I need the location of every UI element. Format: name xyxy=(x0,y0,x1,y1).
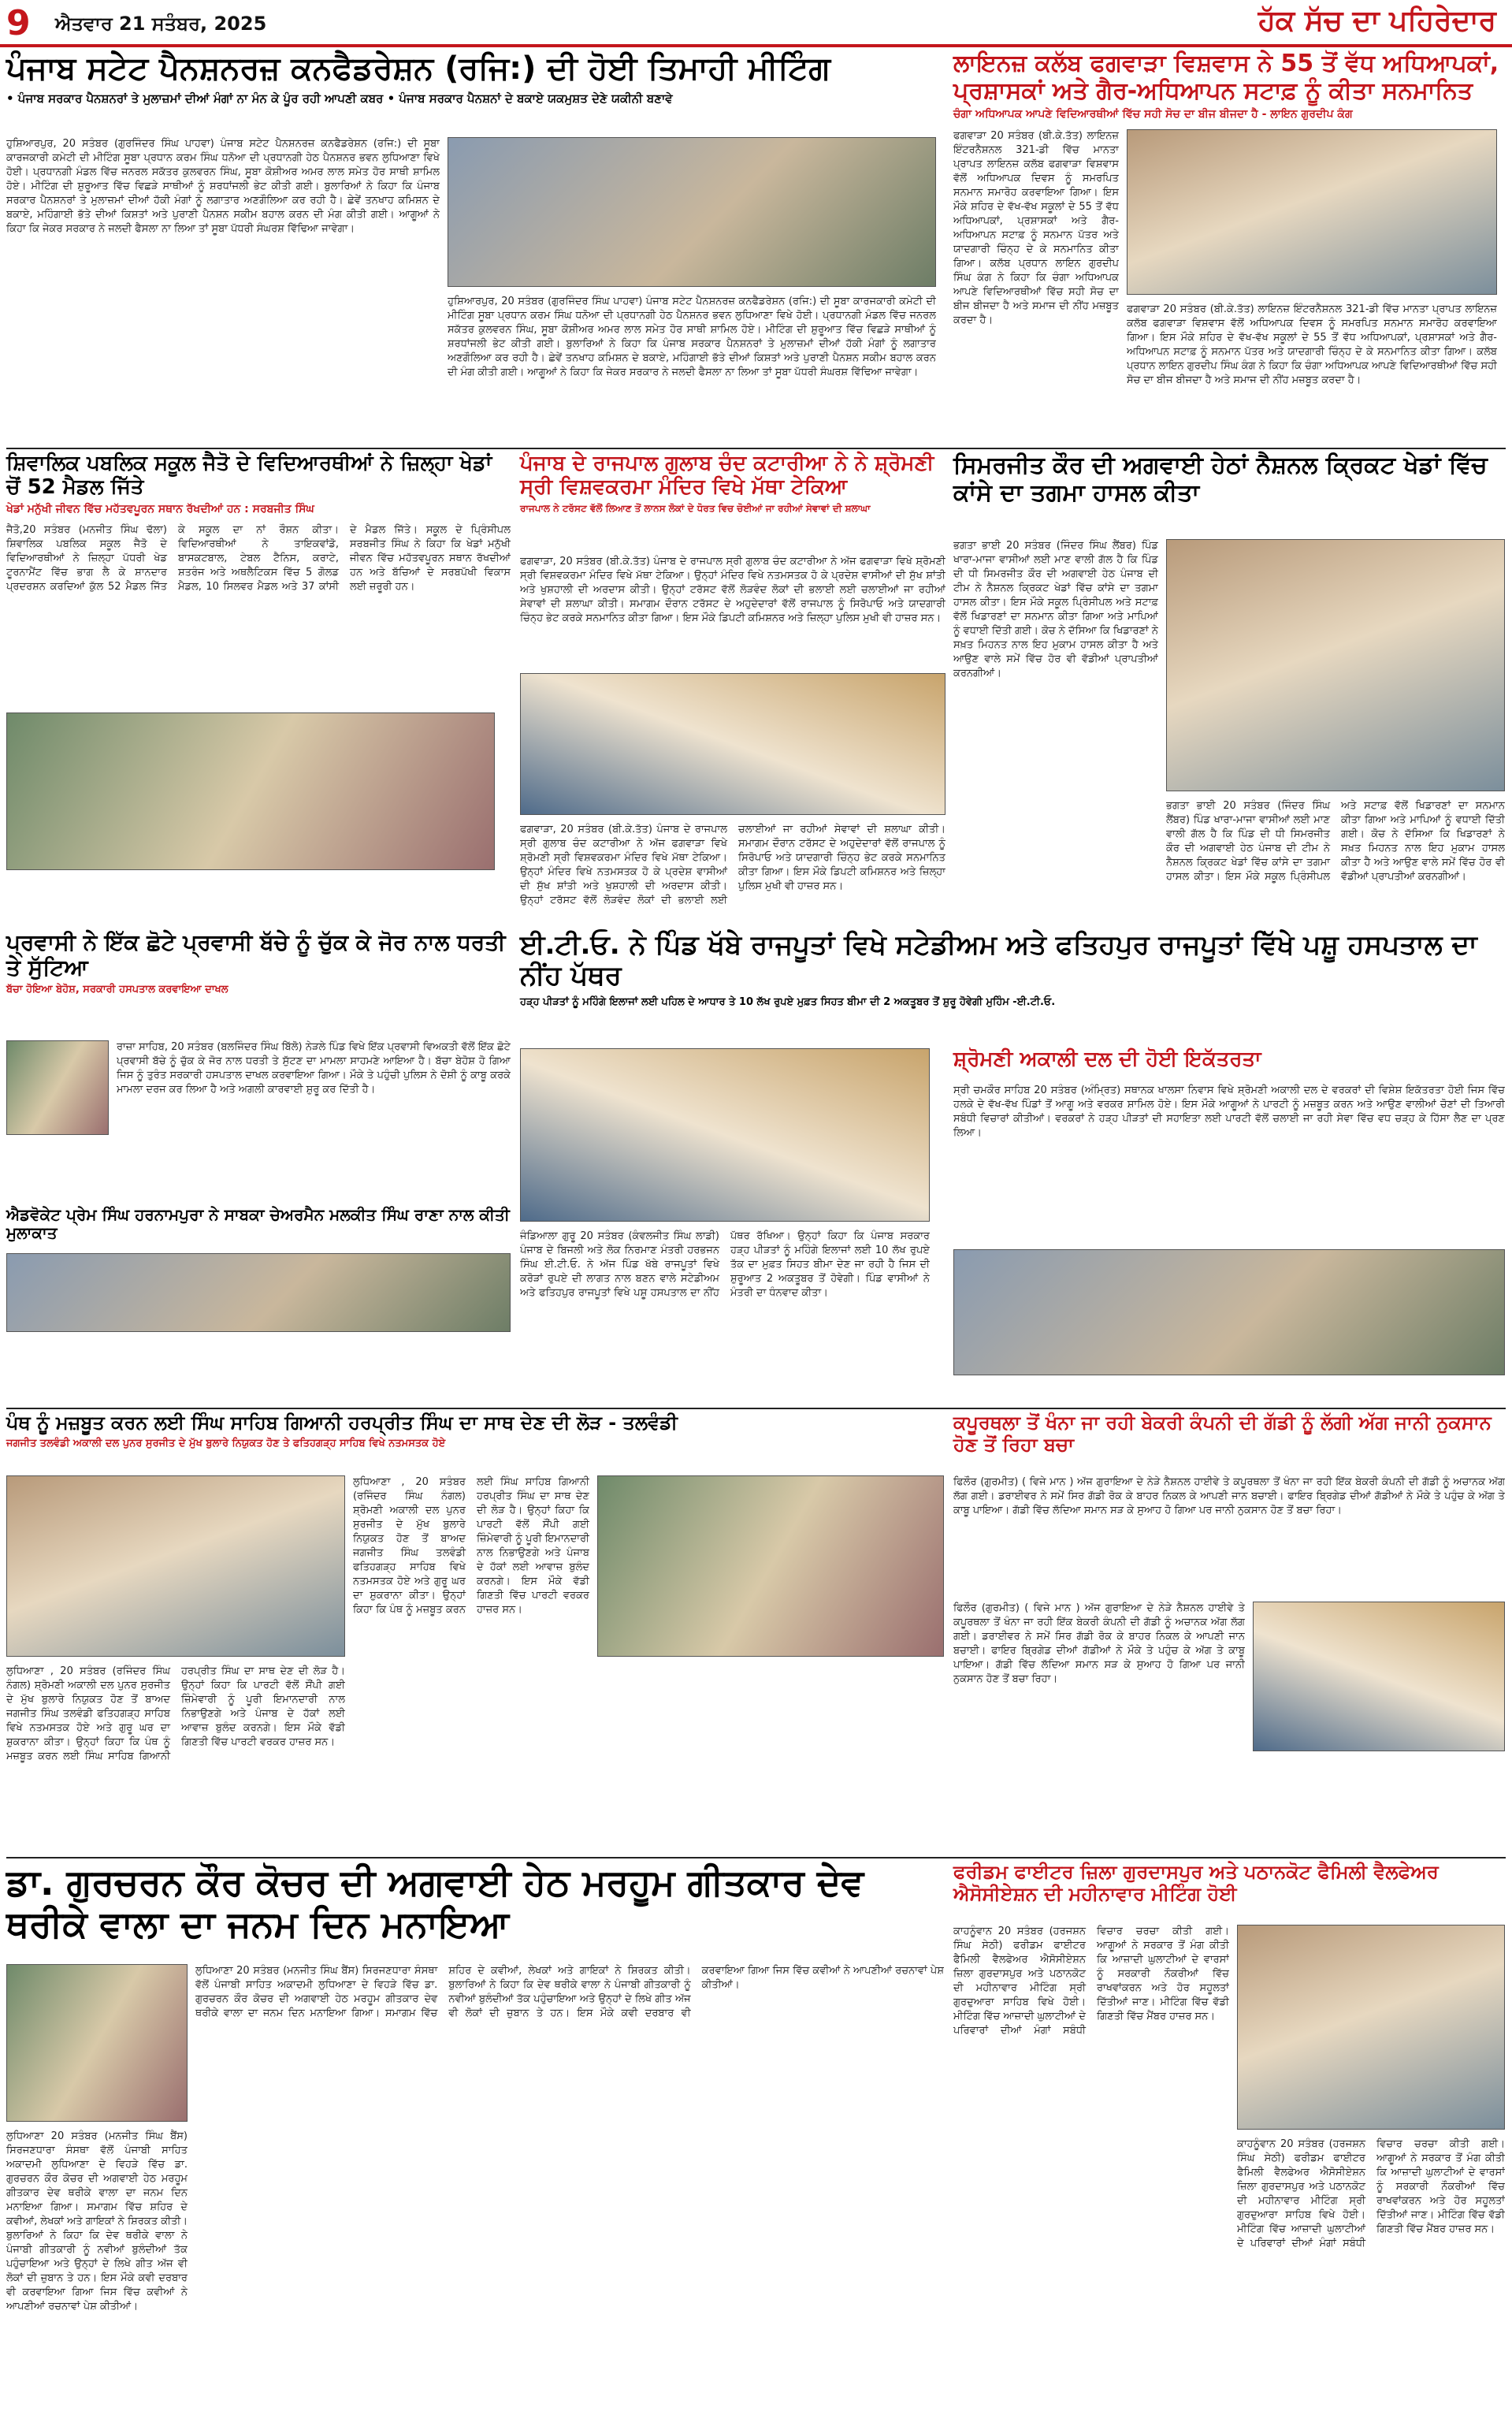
headline-pension: ਪੰਜਾਬ ਸਟੇਟ ਪੈਨਸ਼ਨਰਜ਼ ਕਨਫੈਡਰੇਸ਼ਨ (ਰਜਿ:) ਦੀ ਹੋਈ ਤਿਮਾਹੀ ਮੀਟਿੰਗ xyxy=(6,50,830,87)
photo-freedom-meeting xyxy=(1237,1925,1505,2130)
headline-talwandi: ਪੰਥ ਨੂੰ ਮਜ਼ਬੂਤ ਕਰਨ ਲਈ ਸਿੰਘ ਸਾਹਿਬ ਗਿਆਨੀ ਹਰਪ੍ਰੀਤ ਸਿੰਘ ਦਾ ਸਾਥ ਦੇਣ ਦੀ ਲੋੜ - ਤਲਵੰਡੀ xyxy=(6,1412,678,1434)
photo-governor xyxy=(520,673,945,815)
subheadline-eto: ਹੜ੍ਹ ਪੀੜਤਾਂ ਨੂੰ ਮਹਿੰਗੇ ਇਲਾਜਾਂ ਲਈ ਪਹਿਲ ਦੇ ਆਧਾਰ ਤੇ 10 ਲੱਖ ਰੁਪਏ ਮੁਫ਼ਤ ਸਿਹਤ ਬੀਮਾ ਦੀ 2 ਅਕਤੂਬਰ ਤੋਂ ਸ਼ੁਰੂ ਹੋਵੇਗੀ ਮੁਹਿੰਮ -ਈ.ਟੀ.ਓ. xyxy=(520,996,1056,1009)
article-governor xyxy=(520,452,945,925)
newspaper-brand: ਹੱਕ ਸੱਚ ਦਾ ਪਹਿਰੇਦਾਰ xyxy=(1258,5,1496,37)
body-kapurthala: ਫਿਲੌਰ (ਗੁਰਮੀਤ) ( ਵਿਜੇ ਮਾਨ ) ਅੱਜ ਗੁਰਾਇਆ ਦੇ ਨੇੜੇ ਨੈਸ਼ਨਲ ਹਾਈਵੇ ਤੇ ਕਪੂਰਥਲਾ ਤੋਂ ਖੰਨਾ ਜਾ ਰਹੀ ਇੱਕ ਬੇਕਰੀ ਕੰਪਨੀ ਦੀ ਗੱਡੀ ਨੂੰ ਅਚਾਨਕ ਅੱਗ ਲੱਗ ਗਈ। ਡਰਾਈਵਰ ਨੇ ਸਮੇਂ ਸਿਰ ਗੱਡੀ ਰੋਕ ਕੇ ਬਾਹਰ ਨਿਕਲ ਕੇ ਆਪਣੀ ਜਾਨ ਬਚਾਈ। ਫਾਇਰ ਬ੍ਰਿਗੇਡ ਦੀਆਂ ਗੱਡੀਆਂ ਨੇ ਮੌਕੇ ਤੇ ਪਹੁੰਚ ਕੇ ਅੱਗ ਤੇ ਕਾਬੂ ਪਾਇਆ। ਗੱਡੀ ਵਿੱਚ ਲੱਦਿਆ ਸਮਾਨ ਸੜ ਕੇ ਸੁਆਹ ਹੋ ਗਿਆ ਪਰ ਜਾਨੀ ਨੁਕਸਾਨ ਹੋਣ ਤੋਂ ਬਚਾ ਰਿਹਾ। xyxy=(953,1476,1505,1516)
body-pension: ਹੁਸ਼ਿਆਰਪੁਰ, 20 ਸਤੰਬਰ (ਗੁਰਜਿੰਦਰ ਸਿੰਘ ਪਾਹਵਾ) ਪੰਜਾਬ ਸਟੇਟ ਪੈਨਸ਼ਨਰਜ਼ ਕਨਫੈਡਰੇਸ਼ਨ (ਰਜਿ:) ਦੀ ਸੂਬਾ ਕਾਰਜਕਾਰੀ ਕਮੇਟੀ ਦੀ ਮੀਟਿੰਗ ਸੂਬਾ ਪ੍ਰਧਾਨ ਕਰਮ ਸਿੰਘ ਧਨੋਆ ਦੀ ਪ੍ਰਧਾਨਗੀ ਹੇਠ ਪੈਨਸ਼ਨਰ ਭਵਨ ਲੁਧਿਆਣਾ ਵਿਖੇ ਹੋਈ। ਪ੍ਰਧਾਨਗੀ ਮੰਡਲ ਵਿੱਚ ਜਨਰਲ ਸਕੱਤਰ ਕੁਲਵਰਨ ਸਿੰਘ, ਸੂਬਾ ਕੋਸ਼ੀਅਰ ਅਮਰ ਲਾਲ ਸਮੇਤ ਹੋਰ ਸਾਥੀ ਸ਼ਾਮਿਲ ਹੋਏ। ਮੀਟਿੰਗ ਦੀ ਸ਼ੁਰੂਆਤ ਵਿੱਚ ਵਿਛੜੇ ਸਾਥੀਆਂ ਨੂੰ ਸ਼ਰਧਾਂਜਲੀ ਭੇਟ ਕੀਤੀ ਗਈ। ਬੁਲਾਰਿਆਂ ਨੇ ਕਿਹਾ ਕਿ ਪੰਜਾਬ ਸਰਕਾਰ ਪੈਨਸ਼ਨਰਾਂ ਤੇ ਮੁਲਾਜ਼ਮਾਂ ਦੀਆਂ ਹੱਕੀ ਮੰਗਾਂ ਨੂੰ ਲਗਾਤਾਰ ਅਣਗੌਲਿਆ ਕਰ ਰਹੀ ਹੈ। ਛੇਵੇਂ ਤਨਖਾਹ ਕਮਿਸ਼ਨ ਦੇ ਬਕਾਏ, ਮਹਿੰਗਾਈ ਭੱਤੇ ਦੀਆਂ ਕਿਸ਼ਤਾਂ ਅਤੇ ਪੁਰਾਣੀ ਪੈਨਸ਼ਨ ਸਕੀਮ ਬਹਾਲ ਕਰਨ ਦੀ ਮੰਗ ਕੀਤੀ ਗਈ। ਆਗੂਆਂ ਨੇ ਕਿਹਾ ਕਿ ਜੇਕਰ ਸਰਕਾਰ ਨੇ ਜਲਦੀ ਫੈਸਲਾ ਨਾ ਲਿਆ ਤਾਂ ਸੂਬਾ ਪੱਧਰੀ ਸੰਘਰਸ਼ ਵਿੱਢਿਆ ਜਾਵੇਗਾ। xyxy=(6,138,440,235)
body-gurcharan: ਲੁਧਿਆਣਾ 20 ਸਤੰਬਰ (ਮਨਜੀਤ ਸਿੰਘ ਬੈਂਸ) ਸਿਰਜਣਧਾਰਾ ਸੰਸਥਾ ਵੱਲੋਂ ਪੰਜਾਬੀ ਸਾਹਿਤ ਅਕਾਦਮੀ ਲੁਧਿਆਣਾ ਦੇ ਵਿਹੜੇ ਵਿੱਚ ਡਾ. ਗੁਰਚਰਨ ਕੌਰ ਕੋਚਰ ਦੀ ਅਗਵਾਈ ਹੇਠ ਮਰਹੂਮ ਗੀਤਕਾਰ ਦੇਵ ਥਰੀਕੇ ਵਾਲਾ ਦਾ ਜਨਮ ਦਿਨ ਮਨਾਇਆ ਗਿਆ। ਸਮਾਗਮ ਵਿੱਚ ਸ਼ਹਿਰ ਦੇ ਕਵੀਆਂ, ਲੇਖਕਾਂ ਅਤੇ ਗਾਇਕਾਂ ਨੇ ਸ਼ਿਰਕਤ ਕੀਤੀ। ਬੁਲਾਰਿਆਂ ਨੇ ਕਿਹਾ ਕਿ ਦੇਵ ਥਰੀਕੇ ਵਾਲਾ ਨੇ ਪੰਜਾਬੀ ਗੀਤਕਾਰੀ ਨੂੰ ਨਵੀਆਂ ਬੁਲੰਦੀਆਂ ਤੱਕ ਪਹੁੰਚਾਇਆ ਅਤੇ ਉਨ੍ਹਾਂ ਦੇ ਲਿਖੇ ਗੀਤ ਅੱਜ ਵੀ ਲੋਕਾਂ ਦੀ ਜ਼ੁਬਾਨ ਤੇ ਹਨ। ਇਸ ਮੌਕੇ ਕਵੀ ਦਰਬਾਰ ਵੀ ਕਰਵਾਇਆ ਗਿਆ ਜਿਸ ਵਿੱਚ ਕਵੀਆਂ ਨੇ ਆਪਣੀਆਂ ਰਚਨਾਵਾਂ ਪੇਸ਼ ਕੀਤੀਆਂ। xyxy=(195,1965,944,2019)
body-kapurthala-continued: ਫਿਲੌਰ (ਗੁਰਮੀਤ) ( ਵਿਜੇ ਮਾਨ ) ਅੱਜ ਗੁਰਾਇਆ ਦੇ ਨੇੜੇ ਨੈਸ਼ਨਲ ਹਾਈਵੇ ਤੇ ਕਪੂਰਥਲਾ ਤੋਂ ਖੰਨਾ ਜਾ ਰਹੀ ਇੱਕ ਬੇਕਰੀ ਕੰਪਨੀ ਦੀ ਗੱਡੀ ਨੂੰ ਅਚਾਨਕ ਅੱਗ ਲੱਗ ਗਈ। ਡਰਾਈਵਰ ਨੇ ਸਮੇਂ ਸਿਰ ਗੱਡੀ ਰੋਕ ਕੇ ਬਾਹਰ ਨਿਕਲ ਕੇ ਆਪਣੀ ਜਾਨ ਬਚਾਈ। ਫਾਇਰ ਬ੍ਰਿਗੇਡ ਦੀਆਂ ਗੱਡੀਆਂ ਨੇ ਮੌਕੇ ਤੇ ਪਹੁੰਚ ਕੇ ਅੱਗ ਤੇ ਕਾਬੂ ਪਾਇਆ। ਗੱਡੀ ਵਿੱਚ ਲੱਦਿਆ ਸਮਾਨ ਸੜ ਕੇ ਸੁਆਹ ਹੋ ਗਿਆ ਪਰ ਜਾਨੀ ਨੁਕਸਾਨ ਹੋਣ ਤੋਂ ਬਚਾ ਰਿਹਾ। xyxy=(953,1602,1245,1685)
body-talwandi: ਲੁਧਿਆਣਾ , 20 ਸਤੰਬਰ (ਰਜਿੰਦਰ ਸਿੰਘ ਨੰਗਲ) ਸ਼੍ਰੋਮਣੀ ਅਕਾਲੀ ਦਲ ਪੁਨਰ ਸੁਰਜੀਤ ਦੇ ਮੁੱਖ ਬੁਲਾਰੇ ਨਿਯੁਕਤ ਹੋਣ ਤੋਂ ਬਾਅਦ ਜਗਜੀਤ ਸਿੰਘ ਤਲਵੰਡੀ ਫਤਿਹਗੜ੍ਹ ਸਾਹਿਬ ਵਿਖੇ ਨਤਮਸਤਕ ਹੋਏ ਅਤੇ ਗੁਰੂ ਘਰ ਦਾ ਸ਼ੁਕਰਾਨਾ ਕੀਤਾ। ਉਨ੍ਹਾਂ ਕਿਹਾ ਕਿ ਪੰਥ ਨੂੰ ਮਜ਼ਬੂਤ ਕਰਨ ਲਈ ਸਿੰਘ ਸਾਹਿਬ ਗਿਆਨੀ ਹਰਪ੍ਰੀਤ ਸਿੰਘ ਦਾ ਸਾਥ ਦੇਣ ਦੀ ਲੋੜ ਹੈ। ਉਨ੍ਹਾਂ ਕਿਹਾ ਕਿ ਪਾਰਟੀ ਵੱਲੋਂ ਸੌਂਪੀ ਗਈ ਜ਼ਿੰਮੇਵਾਰੀ ਨੂੰ ਪੂਰੀ ਇਮਾਨਦਾਰੀ ਨਾਲ ਨਿਭਾਉਣਗੇ ਅਤੇ ਪੰਜਾਬ ਦੇ ਹੱਕਾਂ ਲਈ ਆਵਾਜ਼ ਬੁਲੰਦ ਕਰਨਗੇ। ਇਸ ਮੌਕੇ ਵੱਡੀ ਗਿਣਤੀ ਵਿੱਚ ਪਾਰਟੀ ਵਰਕਰ ਹਾਜ਼ਰ ਸਨ। xyxy=(353,1476,589,1616)
photo-eto-foundation xyxy=(520,1048,930,1222)
body-pension-continued: ਹੁਸ਼ਿਆਰਪੁਰ, 20 ਸਤੰਬਰ (ਗੁਰਜਿੰਦਰ ਸਿੰਘ ਪਾਹਵਾ) ਪੰਜਾਬ ਸਟੇਟ ਪੈਨਸ਼ਨਰਜ਼ ਕਨਫੈਡਰੇਸ਼ਨ (ਰਜਿ:) ਦੀ ਸੂਬਾ ਕਾਰਜਕਾਰੀ ਕਮੇਟੀ ਦੀ ਮੀਟਿੰਗ ਸੂਬਾ ਪ੍ਰਧਾਨ ਕਰਮ ਸਿੰਘ ਧਨੋਆ ਦੀ ਪ੍ਰਧਾਨਗੀ ਹੇਠ ਪੈਨਸ਼ਨਰ ਭਵਨ ਲੁਧਿਆਣਾ ਵਿਖੇ ਹੋਈ। ਪ੍ਰਧਾਨਗੀ ਮੰਡਲ ਵਿੱਚ ਜਨਰਲ ਸਕੱਤਰ ਕੁਲਵਰਨ ਸਿੰਘ, ਸੂਬਾ ਕੋਸ਼ੀਅਰ ਅਮਰ ਲਾਲ ਸਮੇਤ ਹੋਰ ਸਾਥੀ ਸ਼ਾਮਿਲ ਹੋਏ। ਮੀਟਿੰਗ ਦੀ ਸ਼ੁਰੂਆਤ ਵਿੱਚ ਵਿਛੜੇ ਸਾਥੀਆਂ ਨੂੰ ਸ਼ਰਧਾਂਜਲੀ ਭੇਟ ਕੀਤੀ ਗਈ। ਬੁਲਾਰਿਆਂ ਨੇ ਕਿਹਾ ਕਿ ਪੰਜਾਬ ਸਰਕਾਰ ਪੈਨਸ਼ਨਰਾਂ ਤੇ ਮੁਲਾਜ਼ਮਾਂ ਦੀਆਂ ਹੱਕੀ ਮੰਗਾਂ ਨੂੰ ਲਗਾਤਾਰ ਅਣਗੌਲਿਆ ਕਰ ਰਹੀ ਹੈ। ਛੇਵੇਂ ਤਨਖਾਹ ਕਮਿਸ਼ਨ ਦੇ ਬਕਾਏ, ਮਹਿੰਗਾਈ ਭੱਤੇ ਦੀਆਂ ਕਿਸ਼ਤਾਂ ਅਤੇ ਪੁਰਾਣੀ ਪੈਨਸ਼ਨ ਸਕੀਮ ਬਹਾਲ ਕਰਨ ਦੀ ਮੰਗ ਕੀਤੀ ਗਈ। ਆਗੂਆਂ ਨੇ ਕਿਹਾ ਕਿ ਜੇਕਰ ਸਰਕਾਰ ਨੇ ਜਲਦੀ ਫੈਸਲਾ ਨਾ ਲਿਆ ਤਾਂ ਸੂਬਾ ਪੱਧਰੀ ਸੰਘਰਸ਼ ਵਿੱਢਿਆ ਜਾਵੇਗਾ। xyxy=(448,296,936,378)
headline-cricket: ਸਿਮਰਜੀਤ ਕੌਰ ਦੀ ਅਗਵਾਈ ਹੇਠਾਂ ਨੈਸ਼ਨਲ ਕ੍ਰਿਕਟ ਖੇਡਾਂ ਵਿੱਚ ਕਾਂਸੇ ਦਾ ਤਗਮਾ ਹਾਸਲ ਕੀਤਾ xyxy=(953,452,1488,507)
article-advocate xyxy=(6,1206,511,1340)
headline-kapurthala: ਕਪੂਰਥਲਾ ਤੋਂ ਖੰਨਾ ਜਾ ਰਹੀ ਬੇਕਰੀ ਕੰਪਨੀ ਦੀ ਗੱਡੀ ਨੂੰ ਲੱਗੀ ਅੱਗ ਜਾਨੀ ਨੁਕਸਾਨ ਹੋਣ ਤੋਂ ਰਿਹਾ ਬਚਾ xyxy=(953,1412,1492,1456)
dateline: ਐਤਵਾਰ 21 ਸਤੰਬਰ, 2025 xyxy=(55,13,267,35)
body-governor: ਫਗਵਾੜਾ, 20 ਸਤੰਬਰ (ਬੀ.ਕੇ.ਤੱਤ) ਪੰਜਾਬ ਦੇ ਰਾਜਪਾਲ ਸ੍ਰੀ ਗੁਲਾਬ ਚੰਦ ਕਟਾਰੀਆ ਨੇ ਅੱਜ ਫਗਵਾੜਾ ਵਿਖੇ ਸ਼੍ਰੋਮਣੀ ਸ੍ਰੀ ਵਿਸ਼ਵਕਰਮਾ ਮੰਦਿਰ ਵਿਖੇ ਮੱਥਾ ਟੇਕਿਆ। ਉਨ੍ਹਾਂ ਮੰਦਿਰ ਵਿਖੇ ਨਤਮਸਤਕ ਹੋ ਕੇ ਪ੍ਰਦੇਸ਼ ਵਾਸੀਆਂ ਦੀ ਸੁੱਖ ਸ਼ਾਂਤੀ ਅਤੇ ਖੁਸ਼ਹਾਲੀ ਦੀ ਅਰਦਾਸ ਕੀਤੀ। ਉਨ੍ਹਾਂ ਟਰੱਸਟ ਵੱਲੋਂ ਲੋੜਵੰਦ ਲੋਕਾਂ ਦੀ ਭਲਾਈ ਲਈ ਚਲਾਈਆਂ ਜਾ ਰਹੀਆਂ ਸੇਵਾਵਾਂ ਦੀ ਸ਼ਲਾਘਾ ਕੀਤੀ। ਸਮਾਗਮ ਦੌਰਾਨ ਟਰੱਸਟ ਦੇ ਅਹੁਦੇਦਾਰਾਂ ਵੱਲੋਂ ਰਾਜਪਾਲ ਨੂੰ ਸਿਰੋਪਾਓ ਅਤੇ ਯਾਦਗਾਰੀ ਚਿੰਨ੍ਹ ਭੇਟ ਕਰਕੇ ਸਨਮਾਨਿਤ ਕੀਤਾ ਗਿਆ। ਇਸ ਮੌਕੇ ਡਿਪਟੀ ਕਮਿਸ਼ਨਰ ਅਤੇ ਜ਼ਿਲ੍ਹਾ ਪੁਲਿਸ ਮੁਖੀ ਵੀ ਹਾਜ਼ਰ ਸਨ। xyxy=(520,556,945,624)
photo-advocate-meeting xyxy=(6,1253,511,1332)
divider xyxy=(6,1408,1506,1409)
divider xyxy=(6,448,1506,449)
article-pension xyxy=(6,50,942,445)
headline-freedom: ਫਰੀਡਮ ਫਾਈਟਰ ਜ਼ਿਲਾ ਗੁਰਦਾਸਪੁਰ ਅਤੇ ਪਠਾਨਕੋਟ ਫੈਮਿਲੀ ਵੈਲਫੇਅਰ ਐਸੋਸੀਏਸ਼ਨ ਦੀ ਮਹੀਨਾਵਾਰ ਮੀਟਿੰਗ ਹੋਈ xyxy=(953,1861,1439,1905)
page-number: 9 xyxy=(6,3,31,43)
article-freedom-fighter xyxy=(953,1862,1506,2405)
body-freedom: ਕਾਹਨੂੰਵਾਨ 20 ਸਤੰਬਰ (ਹਰਜਸ਼ਨ ਸਿੰਘ ਸੇਠੀ) ਫਰੀਡਮ ਫਾਈਟਰ ਫੈਮਿਲੀ ਵੈਲਫੇਅਰ ਐਸੋਸੀਏਸ਼ਨ ਜ਼ਿਲਾ ਗੁਰਦਾਸਪੁਰ ਅਤੇ ਪਠਾਨਕੋਟ ਦੀ ਮਹੀਨਾਵਾਰ ਮੀਟਿੰਗ ਸ੍ਰੀ ਗੁਰਦੁਆਰਾ ਸਾਹਿਬ ਵਿਖੇ ਹੋਈ। ਮੀਟਿੰਗ ਵਿੱਚ ਆਜ਼ਾਦੀ ਘੁਲਾਟੀਆਂ ਦੇ ਪਰਿਵਾਰਾਂ ਦੀਆਂ ਮੰਗਾਂ ਸਬੰਧੀ ਵਿਚਾਰ ਚਰਚਾ ਕੀਤੀ ਗਈ। ਆਗੂਆਂ ਨੇ ਸਰਕਾਰ ਤੋਂ ਮੰਗ ਕੀਤੀ ਕਿ ਆਜ਼ਾਦੀ ਘੁਲਾਟੀਆਂ ਦੇ ਵਾਰਸਾਂ ਨੂੰ ਸਰਕਾਰੀ ਨੌਕਰੀਆਂ ਵਿੱਚ ਰਾਖਵਾਂਕਰਨ ਅਤੇ ਹੋਰ ਸਹੂਲਤਾਂ ਦਿੱਤੀਆਂ ਜਾਣ। ਮੀਟਿੰਗ ਵਿੱਚ ਵੱਡੀ ਗਿਣਤੀ ਵਿੱਚ ਮੈਂਬਰ ਹਾਜ਼ਰ ਸਨ। xyxy=(953,1925,1229,2037)
photo-lions-club xyxy=(1127,129,1497,295)
body-lions-continued: ਫਗਵਾੜਾ 20 ਸਤੰਬਰ (ਬੀ.ਕੇ.ਤੱਤ) ਲਾਇਨਜ਼ ਇੰਟਰਨੈਸ਼ਨਲ 321-ਡੀ ਵਿੱਚ ਮਾਨਤਾ ਪ੍ਰਾਪਤ ਲਾਇਨਜ਼ ਕਲੱਬ ਫਗਵਾੜਾ ਵਿਸ਼ਵਾਸ ਵੱਲੋਂ ਅਧਿਆਪਕ ਦਿਵਸ ਨੂੰ ਸਮਰਪਿਤ ਸਨਮਾਨ ਸਮਾਰੋਹ ਕਰਵਾਇਆ ਗਿਆ। ਇਸ ਮੌਕੇ ਸ਼ਹਿਰ ਦੇ ਵੱਖ-ਵੱਖ ਸਕੂਲਾਂ ਦੇ 55 ਤੋਂ ਵੱਧ ਅਧਿਆਪਕਾਂ, ਪ੍ਰਸ਼ਾਸਕਾਂ ਅਤੇ ਗੈਰ-ਅਧਿਆਪਨ ਸਟਾਫ਼ ਨੂੰ ਸਨਮਾਨ ਪੱਤਰ ਅਤੇ ਯਾਦਗਾਰੀ ਚਿੰਨ੍ਹ ਦੇ ਕੇ ਸਨਮਾਨਿਤ ਕੀਤਾ ਗਿਆ। ਕਲੱਬ ਪ੍ਰਧਾਨ ਲਾਇਨ ਗੁਰਦੀਪ ਸਿੰਘ ਕੰਗ ਨੇ ਕਿਹਾ ਕਿ ਚੰਗਾ ਅਧਿਆਪਕ ਆਪਣੇ ਵਿਦਿਆਰਥੀਆਂ ਵਿੱਚ ਸਹੀ ਸੋਚ ਦਾ ਬੀਜ ਬੀਜਦਾ ਹੈ ਅਤੇ ਸਮਾਜ ਦੀ ਨੀਂਹ ਮਜ਼ਬੂਤ ਕਰਦਾ ਹੈ। xyxy=(1127,303,1497,386)
subheadline-pension: • ਪੰਜਾਬ ਸਰਕਾਰ ਪੈਨਸ਼ਨਰਾਂ ਤੇ ਮੁਲਾਜ਼ਮਾਂ ਦੀਆਂ ਮੰਗਾਂ ਨਾ ਮੰਨ ਕੇ ਪੂੰਰ ਰਹੀ ਆਪਣੀ ਕਬਰ • ਪੰਜਾਬ ਸਰਕਾਰ ਪੈਨਸ਼ਨਾਂ ਦੇ ਬਕਾਏ ਯਕਮੁਸ਼ਤ ਦੇਣੇ ਯਕੀਨੀ ਬਣਾਵੇ xyxy=(6,91,673,106)
photo-talwandi-2 xyxy=(597,1475,944,1657)
headline-shivalik: ਸ਼ਿਵਾਲਿਕ ਪਬਲਿਕ ਸਕੂਲ ਜੈਤੋ ਦੇ ਵਿਦਿਆਰਥੀਆਂ ਨੇ ਜ਼ਿਲ੍ਹਾ ਖੇਡਾਂ ਚੋਂ 52 ਮੈਡਲ ਜਿੱਤੇ xyxy=(6,452,492,499)
photo-vehicle-fire xyxy=(1253,1602,1505,1751)
photo-injured-child xyxy=(6,1040,109,1135)
headline-migrant: ਪ੍ਰਵਾਸੀ ਨੇ ਇੱਕ ਛੋਟੇ ਪ੍ਰਵਾਸੀ ਬੱਚੇ ਨੂੰ ਚੁੱਕ ਕੇ ਜੋਰ ਨਾਲ ਧਰਤੀ ਤੇ ਸੁੱਟਿਆ xyxy=(6,929,506,981)
headline-governor: ਪੰਜਾਬ ਦੇ ਰਾਜਪਾਲ ਗੁਲਾਬ ਚੰਦ ਕਟਾਰੀਆ ਨੇ ਨੇ ਸ਼੍ਰੋਮਣੀ ਸ੍ਰੀ ਵਿਸ਼ਵਕਰਮਾ ਮੰਦਿਰ ਵਿਖੇ ਮੱਥਾ ਟੇਕਿਆ xyxy=(520,452,934,499)
body-shivalik: ਜੈਤੋ,20 ਸਤੰਬਰ (ਮਨਜੀਤ ਸਿੰਘ ਢੱਲਾ) ਸ਼ਿਵਾਲਿਕ ਪਬਲਿਕ ਸਕੂਲ ਜੈਤੋ ਦੇ ਵਿਦਿਆਰਥੀਆਂ ਨੇ ਜ਼ਿਲ੍ਹਾ ਪੱਧਰੀ ਖੇਡ ਟੂਰਨਾਮੈਂਟ ਵਿੱਚ ਭਾਗ ਲੈ ਕੇ ਸ਼ਾਨਦਾਰ ਪ੍ਰਦਰਸ਼ਨ ਕਰਦਿਆਂ ਕੁੱਲ 52 ਮੈਡਲ ਜਿੱਤ ਕੇ ਸਕੂਲ ਦਾ ਨਾਂ ਰੌਸ਼ਨ ਕੀਤਾ। ਵਿਦਿਆਰਥੀਆਂ ਨੇ ਤਾਇਕਵਾਂਡੋ, ਬਾਸਕਟਬਾਲ, ਟੇਬਲ ਟੈਨਿਸ, ਕਰਾਟੇ, ਸ਼ਤਰੰਜ ਅਤੇ ਅਥਲੈਟਿਕਸ ਵਿੱਚ 5 ਗੋਲਡ ਮੈਡਲ, 10 ਸਿਲਵਰ ਮੈਡਲ ਅਤੇ 37 ਕਾਂਸੀ ਦੇ ਮੈਡਲ ਜਿੱਤੇ। ਸਕੂਲ ਦੇ ਪ੍ਰਿੰਸੀਪਲ ਸਰਬਜੀਤ ਸਿੰਘ ਨੇ ਕਿਹਾ ਕਿ ਖੇਡਾਂ ਮਨੁੱਖੀ ਜੀਵਨ ਵਿੱਚ ਮਹੱਤਵਪੂਰਨ ਸਥਾਨ ਰੱਖਦੀਆਂ ਹਨ ਅਤੇ ਬੱਚਿਆਂ ਦੇ ਸਰਬਪੱਖੀ ਵਿਕਾਸ ਲਈ ਜ਼ਰੂਰੀ ਹਨ। xyxy=(6,524,511,593)
article-migrant xyxy=(6,930,511,1340)
photo-cricket-team xyxy=(1166,539,1505,791)
body-migrant: ਰਾਜ਼ਾ ਸਾਹਿਬ, 20 ਸਤੰਬਰ (ਬਲਜਿੰਦਰ ਸਿੰਘ ਬਿੱਲੋ) ਨੇੜਲੇ ਪਿੰਡ ਵਿਖੇ ਇੱਕ ਪ੍ਰਵਾਸੀ ਵਿਅਕਤੀ ਵੱਲੋਂ ਇੱਕ ਛੋਟੇ ਪ੍ਰਵਾਸੀ ਬੱਚੇ ਨੂੰ ਚੁੱਕ ਕੇ ਜੋਰ ਨਾਲ ਧਰਤੀ ਤੇ ਸੁੱਟਣ ਦਾ ਮਾਮਲਾ ਸਾਹਮਣੇ ਆਇਆ ਹੈ। ਬੱਚਾ ਬੇਹੋਸ਼ ਹੋ ਗਿਆ ਜਿਸ ਨੂੰ ਤੁਰੰਤ ਸਰਕਾਰੀ ਹਸਪਤਾਲ ਦਾਖਲ ਕਰਵਾਇਆ ਗਿਆ। ਮੌਕੇ ਤੇ ਪਹੁੰਚੀ ਪੁਲਿਸ ਨੇ ਦੋਸ਼ੀ ਨੂੰ ਕਾਬੂ ਕਰਕੇ ਮਾਮਲਾ ਦਰਜ ਕਰ ਲਿਆ ਹੈ ਅਤੇ ਅਗਲੀ ਕਾਰਵਾਈ ਸ਼ੁਰੂ ਕਰ ਦਿੱਤੀ ਹੈ। xyxy=(117,1041,511,1096)
body-akali: ਸ੍ਰੀ ਚਮਕੌਰ ਸਾਹਿਬ 20 ਸਤੰਬਰ (ਅੰਮ੍ਰਿਤ) ਸਥਾਨਕ ਖਾਲਸਾ ਨਿਵਾਸ ਵਿਖੇ ਸ਼੍ਰੋਮਣੀ ਅਕਾਲੀ ਦਲ ਦੇ ਵਰਕਰਾਂ ਦੀ ਵਿਸ਼ੇਸ਼ ਇਕੱਤਰਤਾ ਹੋਈ ਜਿਸ ਵਿੱਚ ਹਲਕੇ ਦੇ ਵੱਖ-ਵੱਖ ਪਿੰਡਾਂ ਤੋਂ ਆਗੂ ਅਤੇ ਵਰਕਰ ਸ਼ਾਮਿਲ ਹੋਏ। ਇਸ ਮੌਕੇ ਆਗੂਆਂ ਨੇ ਪਾਰਟੀ ਨੂੰ ਮਜ਼ਬੂਤ ਕਰਨ ਅਤੇ ਆਉਣ ਵਾਲੀਆਂ ਚੋਣਾਂ ਦੀ ਤਿਆਰੀ ਸਬੰਧੀ ਵਿਚਾਰਾਂ ਕੀਤੀਆਂ। ਵਰਕਰਾਂ ਨੇ ਹੜ੍ਹ ਪੀੜਤਾਂ ਦੀ ਸਹਾਇਤਾ ਲਈ ਪਾਰਟੀ ਵੱਲੋਂ ਚਲਾਈ ਜਾ ਰਹੀ ਸੇਵਾ ਵਿੱਚ ਵਧ ਚੜ੍ਹ ਕੇ ਹਿੱਸਾ ਲੈਣ ਦਾ ਪ੍ਰਣ ਲਿਆ। xyxy=(953,1085,1505,1139)
subheadline-lions: ਚੰਗਾ ਅਧਿਆਪਕ ਆਪਣੇ ਵਿਦਿਆਰਥੀਆਂ ਵਿੱਚ ਸਹੀ ਸੋਚ ਦਾ ਬੀਜ ਬੀਜਦਾ ਹੈ - ਲਾਇਨ ਗੁਰਦੀਪ ਕੰਗ xyxy=(953,108,1353,121)
article-talwandi xyxy=(6,1412,945,1822)
body-cricket: ਭਗਤਾ ਭਾਈ 20 ਸਤੰਬਰ (ਜਿੰਦਰ ਸਿੰਘ ਲੈਂਬਰ) ਪਿੰਡ ਖਾਰਾ-ਮਾਜਾ ਵਾਸੀਆਂ ਲਈ ਮਾਣ ਵਾਲੀ ਗੱਲ ਹੈ ਕਿ ਪਿੰਡ ਦੀ ਧੀ ਸਿਮਰਜੀਤ ਕੌਰ ਦੀ ਅਗਵਾਈ ਹੇਠ ਪੰਜਾਬ ਦੀ ਟੀਮ ਨੇ ਨੈਸ਼ਨਲ ਕ੍ਰਿਕਟ ਖੇਡਾਂ ਵਿੱਚ ਕਾਂਸੇ ਦਾ ਤਗਮਾ ਹਾਸਲ ਕੀਤਾ। ਇਸ ਮੌਕੇ ਸਕੂਲ ਪ੍ਰਿੰਸੀਪਲ ਅਤੇ ਸਟਾਫ਼ ਵੱਲੋਂ ਖਿਡਾਰਣਾਂ ਦਾ ਸਨਮਾਨ ਕੀਤਾ ਗਿਆ ਅਤੇ ਮਾਪਿਆਂ ਨੂੰ ਵਧਾਈ ਦਿੱਤੀ ਗਈ। ਕੋਚ ਨੇ ਦੱਸਿਆ ਕਿ ਖਿਡਾਰਣਾਂ ਨੇ ਸਖ਼ਤ ਮਿਹਨਤ ਨਾਲ ਇਹ ਮੁਕਾਮ ਹਾਸਲ ਕੀਤਾ ਹੈ ਅਤੇ ਆਉਣ ਵਾਲੇ ਸਮੇਂ ਵਿੱਚ ਹੋਰ ਵੀ ਵੱਡੀਆਂ ਪ੍ਰਾਪਤੀਆਂ ਕਰਨਗੀਆਂ। xyxy=(953,540,1158,679)
body-cricket-continued: ਭਗਤਾ ਭਾਈ 20 ਸਤੰਬਰ (ਜਿੰਦਰ ਸਿੰਘ ਲੈਂਬਰ) ਪਿੰਡ ਖਾਰਾ-ਮਾਜਾ ਵਾਸੀਆਂ ਲਈ ਮਾਣ ਵਾਲੀ ਗੱਲ ਹੈ ਕਿ ਪਿੰਡ ਦੀ ਧੀ ਸਿਮਰਜੀਤ ਕੌਰ ਦੀ ਅਗਵਾਈ ਹੇਠ ਪੰਜਾਬ ਦੀ ਟੀਮ ਨੇ ਨੈਸ਼ਨਲ ਕ੍ਰਿਕਟ ਖੇਡਾਂ ਵਿੱਚ ਕਾਂਸੇ ਦਾ ਤਗਮਾ ਹਾਸਲ ਕੀਤਾ। ਇਸ ਮੌਕੇ ਸਕੂਲ ਪ੍ਰਿੰਸੀਪਲ ਅਤੇ ਸਟਾਫ਼ ਵੱਲੋਂ ਖਿਡਾਰਣਾਂ ਦਾ ਸਨਮਾਨ ਕੀਤਾ ਗਿਆ ਅਤੇ ਮਾਪਿਆਂ ਨੂੰ ਵਧਾਈ ਦਿੱਤੀ ਗਈ। ਕੋਚ ਨੇ ਦੱਸਿਆ ਕਿ ਖਿਡਾਰਣਾਂ ਨੇ ਸਖ਼ਤ ਮਿਹਨਤ ਨਾਲ ਇਹ ਮੁਕਾਮ ਹਾਸਲ ਕੀਤਾ ਹੈ ਅਤੇ ਆਉਣ ਵਾਲੇ ਸਮੇਂ ਵਿੱਚ ਹੋਰ ਵੀ ਵੱਡੀਆਂ ਪ੍ਰਾਪਤੀਆਂ ਕਰਨਗੀਆਂ। xyxy=(1166,800,1505,883)
article-kapurthala xyxy=(953,1412,1506,1854)
subheadline-migrant: ਬੱਚਾ ਹੋਇਆ ਬੇਹੋਸ਼, ਸਰਕਾਰੀ ਹਸਪਤਾਲ ਕਰਵਾਇਆ ਦਾਖਲ xyxy=(6,984,228,996)
photo-akali-gathering xyxy=(953,1249,1505,1375)
masthead xyxy=(0,0,1512,47)
body-gurcharan-continued: ਲੁਧਿਆਣਾ 20 ਸਤੰਬਰ (ਮਨਜੀਤ ਸਿੰਘ ਬੈਂਸ) ਸਿਰਜਣਧਾਰਾ ਸੰਸਥਾ ਵੱਲੋਂ ਪੰਜਾਬੀ ਸਾਹਿਤ ਅਕਾਦਮੀ ਲੁਧਿਆਣਾ ਦੇ ਵਿਹੜੇ ਵਿੱਚ ਡਾ. ਗੁਰਚਰਨ ਕੌਰ ਕੋਚਰ ਦੀ ਅਗਵਾਈ ਹੇਠ ਮਰਹੂਮ ਗੀਤਕਾਰ ਦੇਵ ਥਰੀਕੇ ਵਾਲਾ ਦਾ ਜਨਮ ਦਿਨ ਮਨਾਇਆ ਗਿਆ। ਸਮਾਗਮ ਵਿੱਚ ਸ਼ਹਿਰ ਦੇ ਕਵੀਆਂ, ਲੇਖਕਾਂ ਅਤੇ ਗਾਇਕਾਂ ਨੇ ਸ਼ਿਰਕਤ ਕੀਤੀ। ਬੁਲਾਰਿਆਂ ਨੇ ਕਿਹਾ ਕਿ ਦੇਵ ਥਰੀਕੇ ਵਾਲਾ ਨੇ ਪੰਜਾਬੀ ਗੀਤਕਾਰੀ ਨੂੰ ਨਵੀਆਂ ਬੁਲੰਦੀਆਂ ਤੱਕ ਪਹੁੰਚਾਇਆ ਅਤੇ ਉਨ੍ਹਾਂ ਦੇ ਲਿਖੇ ਗੀਤ ਅੱਜ ਵੀ ਲੋਕਾਂ ਦੀ ਜ਼ੁਬਾਨ ਤੇ ਹਨ। ਇਸ ਮੌਕੇ ਕਵੀ ਦਰਬਾਰ ਵੀ ਕਰਵਾਇਆ ਗਿਆ ਜਿਸ ਵਿੱਚ ਕਵੀਆਂ ਨੇ ਆਪਣੀਆਂ ਰਚਨਾਵਾਂ ਪੇਸ਼ ਕੀਤੀਆਂ। xyxy=(6,2130,188,2312)
article-lions-club xyxy=(953,50,1506,445)
headline-gurcharan: ਡਾ. ਗੁਰਚਰਨ ਕੌਰ ਕੋਚਰ ਦੀ ਅਗਵਾਈ ਹੇਠ ਮਰਹੂਮ ਗੀਤਕਾਰ ਦੇਵ ਥਰੀਕੇ ਵਾਲਾ ਦਾ ਜਨਮ ਦਿਨ ਮਨਾਇਆ xyxy=(6,1861,864,1945)
body-talwandi-continued: ਲੁਧਿਆਣਾ , 20 ਸਤੰਬਰ (ਰਜਿੰਦਰ ਸਿੰਘ ਨੰਗਲ) ਸ਼੍ਰੋਮਣੀ ਅਕਾਲੀ ਦਲ ਪੁਨਰ ਸੁਰਜੀਤ ਦੇ ਮੁੱਖ ਬੁਲਾਰੇ ਨਿਯੁਕਤ ਹੋਣ ਤੋਂ ਬਾਅਦ ਜਗਜੀਤ ਸਿੰਘ ਤਲਵੰਡੀ ਫਤਿਹਗੜ੍ਹ ਸਾਹਿਬ ਵਿਖੇ ਨਤਮਸਤਕ ਹੋਏ ਅਤੇ ਗੁਰੂ ਘਰ ਦਾ ਸ਼ੁਕਰਾਨਾ ਕੀਤਾ। ਉਨ੍ਹਾਂ ਕਿਹਾ ਕਿ ਪੰਥ ਨੂੰ ਮਜ਼ਬੂਤ ਕਰਨ ਲਈ ਸਿੰਘ ਸਾਹਿਬ ਗਿਆਨੀ ਹਰਪ੍ਰੀਤ ਸਿੰਘ ਦਾ ਸਾਥ ਦੇਣ ਦੀ ਲੋੜ ਹੈ। ਉਨ੍ਹਾਂ ਕਿਹਾ ਕਿ ਪਾਰਟੀ ਵੱਲੋਂ ਸੌਂਪੀ ਗਈ ਜ਼ਿੰਮੇਵਾਰੀ ਨੂੰ ਪੂਰੀ ਇਮਾਨਦਾਰੀ ਨਾਲ ਨਿਭਾਉਣਗੇ ਅਤੇ ਪੰਜਾਬ ਦੇ ਹੱਕਾਂ ਲਈ ਆਵਾਜ਼ ਬੁਲੰਦ ਕਰਨਗੇ। ਇਸ ਮੌਕੇ ਵੱਡੀ ਗਿਣਤੀ ਵਿੱਚ ਪਾਰਟੀ ਵਰਕਰ ਹਾਜ਼ਰ ਸਨ। xyxy=(6,1665,345,1762)
body-lions: ਫਗਵਾੜਾ 20 ਸਤੰਬਰ (ਬੀ.ਕੇ.ਤੱਤ) ਲਾਇਨਜ਼ ਇੰਟਰਨੈਸ਼ਨਲ 321-ਡੀ ਵਿੱਚ ਮਾਨਤਾ ਪ੍ਰਾਪਤ ਲਾਇਨਜ਼ ਕਲੱਬ ਫਗਵਾੜਾ ਵਿਸ਼ਵਾਸ ਵੱਲੋਂ ਅਧਿਆਪਕ ਦਿਵਸ ਨੂੰ ਸਮਰਪਿਤ ਸਨਮਾਨ ਸਮਾਰੋਹ ਕਰਵਾਇਆ ਗਿਆ। ਇਸ ਮੌਕੇ ਸ਼ਹਿਰ ਦੇ ਵੱਖ-ਵੱਖ ਸਕੂਲਾਂ ਦੇ 55 ਤੋਂ ਵੱਧ ਅਧਿਆਪਕਾਂ, ਪ੍ਰਸ਼ਾਸਕਾਂ ਅਤੇ ਗੈਰ-ਅਧਿਆਪਨ ਸਟਾਫ਼ ਨੂੰ ਸਨਮਾਨ ਪੱਤਰ ਅਤੇ ਯਾਦਗਾਰੀ ਚਿੰਨ੍ਹ ਦੇ ਕੇ ਸਨਮਾਨਿਤ ਕੀਤਾ ਗਿਆ। ਕਲੱਬ ਪ੍ਰਧਾਨ ਲਾਇਨ ਗੁਰਦੀਪ ਸਿੰਘ ਕੰਗ ਨੇ ਕਿਹਾ ਕਿ ਚੰਗਾ ਅਧਿਆਪਕ ਆਪਣੇ ਵਿਦਿਆਰਥੀਆਂ ਵਿੱਚ ਸਹੀ ਸੋਚ ਦਾ ਬੀਜ ਬੀਜਦਾ ਹੈ ਅਤੇ ਸਮਾਜ ਦੀ ਨੀਂਹ ਮਜ਼ਬੂਤ ਕਰਦਾ ਹੈ। xyxy=(953,130,1119,326)
headline-akali: ਸ਼੍ਰੋਮਣੀ ਅਕਾਲੀ ਦਲ ਦੀ ਹੋਈ ਇਕੱਤਰਤਾ xyxy=(953,1047,1261,1071)
subheadline-talwandi: ਜਗਜੀਤ ਤਲਵੰਡੀ ਅਕਾਲੀ ਦਲ ਪੁਨਰ ਸੁਰਜੀਤ ਦੇ ਮੁੱਖ ਬੁਲਾਰੇ ਨਿਯੁਕਤ ਹੋਣ ਤੇ ਫਤਿਹਗੜ੍ਹ ਸਾਹਿਬ ਵਿਖੇ ਨਤਮਸਤਕ ਹੋਏ xyxy=(6,1437,446,1449)
subheadline-governor: ਰਾਜਪਾਲ ਨੇ ਟਰੱਸਟ ਵੱਲੋਂ ਲਿਆਣ ਤੋਂ ਲਾਨਸ ਲੋਕਾਂ ਦੇ ਧੋਰਤ ਵਿਚ ਚੋਈਆਂ ਜਾ ਰਹੀਆਂ ਸੇਵਾਵਾਂ ਦੀ ਸ਼ਲਾਘਾ xyxy=(520,502,871,514)
photo-gurcharan-kaur xyxy=(6,1964,188,2122)
article-gurcharan xyxy=(6,1862,945,2405)
body-freedom-continued: ਕਾਹਨੂੰਵਾਨ 20 ਸਤੰਬਰ (ਹਰਜਸ਼ਨ ਸਿੰਘ ਸੇਠੀ) ਫਰੀਡਮ ਫਾਈਟਰ ਫੈਮਿਲੀ ਵੈਲਫੇਅਰ ਐਸੋਸੀਏਸ਼ਨ ਜ਼ਿਲਾ ਗੁਰਦਾਸਪੁਰ ਅਤੇ ਪਠਾਨਕੋਟ ਦੀ ਮਹੀਨਾਵਾਰ ਮੀਟਿੰਗ ਸ੍ਰੀ ਗੁਰਦੁਆਰਾ ਸਾਹਿਬ ਵਿਖੇ ਹੋਈ। ਮੀਟਿੰਗ ਵਿੱਚ ਆਜ਼ਾਦੀ ਘੁਲਾਟੀਆਂ ਦੇ ਪਰਿਵਾਰਾਂ ਦੀਆਂ ਮੰਗਾਂ ਸਬੰਧੀ ਵਿਚਾਰ ਚਰਚਾ ਕੀਤੀ ਗਈ। ਆਗੂਆਂ ਨੇ ਸਰਕਾਰ ਤੋਂ ਮੰਗ ਕੀਤੀ ਕਿ ਆਜ਼ਾਦੀ ਘੁਲਾਟੀਆਂ ਦੇ ਵਾਰਸਾਂ ਨੂੰ ਸਰਕਾਰੀ ਨੌਕਰੀਆਂ ਵਿੱਚ ਰਾਖਵਾਂਕਰਨ ਅਤੇ ਹੋਰ ਸਹੂਲਤਾਂ ਦਿੱਤੀਆਂ ਜਾਣ। ਮੀਟਿੰਗ ਵਿੱਚ ਵੱਡੀ ਗਿਣਤੀ ਵਿੱਚ ਮੈਂਬਰ ਹਾਜ਼ਰ ਸਨ। xyxy=(1237,2138,1505,2249)
photo-pension-meeting xyxy=(448,137,936,287)
article-akali xyxy=(953,1048,1506,1387)
body-eto: ਜੰਡਿਆਲਾ ਗੁਰੂ 20 ਸਤੰਬਰ (ਕੰਵਲਜੀਤ ਸਿੰਘ ਲਾਡੀ) ਪੰਜਾਬ ਦੇ ਬਿਜਲੀ ਅਤੇ ਲੋਕ ਨਿਰਮਾਣ ਮੰਤਰੀ ਹਰਭਜਨ ਸਿੰਘ ਈ.ਟੀ.ਓ. ਨੇ ਅੱਜ ਪਿੰਡ ਖੱਬੇ ਰਾਜਪੂਤਾਂ ਵਿਖੇ ਕਰੋੜਾਂ ਰੁਪਏ ਦੀ ਲਾਗਤ ਨਾਲ ਬਣਨ ਵਾਲੇ ਸਟੇਡੀਅਮ ਅਤੇ ਫਤਿਹਪੁਰ ਰਾਜਪੂਤਾਂ ਵਿਖੇ ਪਸ਼ੂ ਹਸਪਤਾਲ ਦਾ ਨੀਂਹ ਪੱਥਰ ਰੱਖਿਆ। ਉਨ੍ਹਾਂ ਕਿਹਾ ਕਿ ਪੰਜਾਬ ਸਰਕਾਰ ਹੜ੍ਹ ਪੀੜਤਾਂ ਨੂੰ ਮਹਿੰਗੇ ਇਲਾਜਾਂ ਲਈ 10 ਲੱਖ ਰੁਪਏ ਤੱਕ ਦਾ ਮੁਫ਼ਤ ਸਿਹਤ ਬੀਮਾ ਦੇਣ ਜਾ ਰਹੀ ਹੈ ਜਿਸ ਦੀ ਸ਼ੁਰੂਆਤ 2 ਅਕਤੂਬਰ ਤੋਂ ਹੋਵੇਗੀ। ਪਿੰਡ ਵਾਸੀਆਂ ਨੇ ਮੰਤਰੀ ਦਾ ਧੰਨਵਾਦ ਕੀਤਾ। xyxy=(520,1230,930,1299)
article-shivalik xyxy=(6,452,511,925)
divider xyxy=(6,1857,1506,1858)
photo-shivalik-students xyxy=(6,713,495,870)
body-governor-continued: ਫਗਵਾੜਾ, 20 ਸਤੰਬਰ (ਬੀ.ਕੇ.ਤੱਤ) ਪੰਜਾਬ ਦੇ ਰਾਜਪਾਲ ਸ੍ਰੀ ਗੁਲਾਬ ਚੰਦ ਕਟਾਰੀਆ ਨੇ ਅੱਜ ਫਗਵਾੜਾ ਵਿਖੇ ਸ਼੍ਰੋਮਣੀ ਸ੍ਰੀ ਵਿਸ਼ਵਕਰਮਾ ਮੰਦਿਰ ਵਿਖੇ ਮੱਥਾ ਟੇਕਿਆ। ਉਨ੍ਹਾਂ ਮੰਦਿਰ ਵਿਖੇ ਨਤਮਸਤਕ ਹੋ ਕੇ ਪ੍ਰਦੇਸ਼ ਵਾਸੀਆਂ ਦੀ ਸੁੱਖ ਸ਼ਾਂਤੀ ਅਤੇ ਖੁਸ਼ਹਾਲੀ ਦੀ ਅਰਦਾਸ ਕੀਤੀ। ਉਨ੍ਹਾਂ ਟਰੱਸਟ ਵੱਲੋਂ ਲੋੜਵੰਦ ਲੋਕਾਂ ਦੀ ਭਲਾਈ ਲਈ ਚਲਾਈਆਂ ਜਾ ਰਹੀਆਂ ਸੇਵਾਵਾਂ ਦੀ ਸ਼ਲਾਘਾ ਕੀਤੀ। ਸਮਾਗਮ ਦੌਰਾਨ ਟਰੱਸਟ ਦੇ ਅਹੁਦੇਦਾਰਾਂ ਵੱਲੋਂ ਰਾਜਪਾਲ ਨੂੰ ਸਿਰੋਪਾਓ ਅਤੇ ਯਾਦਗਾਰੀ ਚਿੰਨ੍ਹ ਭੇਟ ਕਰਕੇ ਸਨਮਾਨਿਤ ਕੀਤਾ ਗਿਆ। ਇਸ ਮੌਕੇ ਡਿਪਟੀ ਕਮਿਸ਼ਨਰ ਅਤੇ ਜ਼ਿਲ੍ਹਾ ਪੁਲਿਸ ਮੁਖੀ ਵੀ ਹਾਜ਼ਰ ਸਨ। xyxy=(520,824,945,906)
headline-lions: ਲਾਇਨਜ਼ ਕਲੱਬ ਫਗਵਾੜਾ ਵਿਸ਼ਵਾਸ ਨੇ 55 ਤੋਂ ਵੱਧ ਅਧਿਆਪਕਾਂ, ਪ੍ਰਸ਼ਾਸਕਾਂ ਅਤੇ ਗੈਰ-ਅਧਿਆਪਨ ਸਟਾਫ਼ ਨੂੰ ਕੀਤਾ ਸਨਮਾਨਿਤ xyxy=(953,50,1499,105)
headline-advocate: ਐਡਵੋਕੇਟ ਪ੍ਰੇਮ ਸਿੰਘ ਹਰਨਾਮਪੁਰਾ ਨੇ ਸਾਬਕਾ ਚੇਅਰਮੈਨ ਮਲਕੀਤ ਸਿੰਘ ਰਾਣਾ ਨਾਲ ਕੀਤੀ ਮੁਲਾਕਾਤ xyxy=(6,1205,510,1242)
article-cricket xyxy=(953,452,1506,988)
subheadline-shivalik: ਖੇਡਾਂ ਮਨੁੱਖੀ ਜੀਵਨ ਵਿੱਚ ਮਹੱਤਵਪੂਰਨ ਸਥਾਨ ਰੱਖਦੀਆਂ ਹਨ : ਸਰਬਜੀਤ ਸਿੰਘ xyxy=(6,502,314,515)
photo-talwandi-1 xyxy=(6,1475,345,1657)
headline-eto: ਈ.ਟੀ.ਓ. ਨੇ ਪਿੰਡ ਖੱਬੇ ਰਾਜਪੂਤਾਂ ਵਿਖੇ ਸਟੇਡੀਅਮ ਅਤੇ ਫਤਿਹਪੁਰ ਰਾਜਪੂਤਾਂ ਵਿੱਖੇ ਪਸ਼ੂ ਹਸਪਤਾਲ ਦਾ ਨੀਂਹ ਪੱਥਰ xyxy=(520,929,1477,992)
